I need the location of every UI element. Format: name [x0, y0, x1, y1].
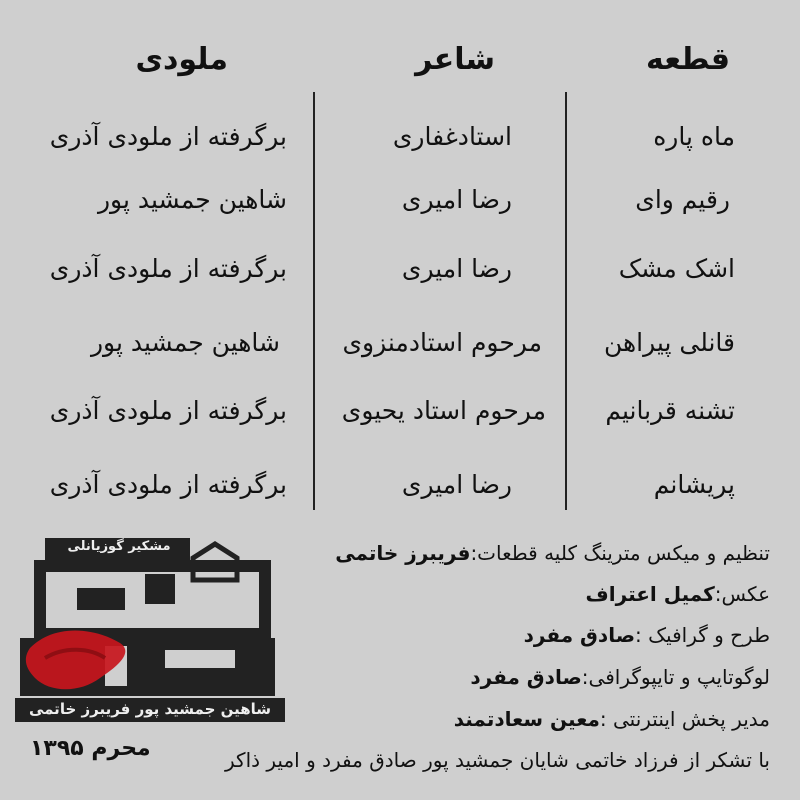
column-divider-left: [313, 92, 315, 510]
melody-cell: برگرفته از ملودی آذری: [49, 254, 287, 283]
credit-name: صادق مفرد: [523, 623, 636, 647]
credit-label: لوگوتایپ و تایپوگرافی:: [581, 665, 770, 689]
credit-name: معین سعادتمند: [453, 707, 600, 731]
credit-name: فریبرز خاتمی: [335, 541, 471, 565]
album-logo: [15, 528, 290, 728]
melody-cell: برگرفته از ملودی آذری: [49, 122, 287, 151]
piece-cell: پریشانم: [653, 470, 735, 499]
melody-cell: برگرفته از ملودی آذری: [49, 396, 287, 425]
piece-cell: تشنه قربانیم: [605, 396, 735, 425]
piece-cell: اشک مشک: [618, 254, 735, 283]
melody-cell: شاهین جمشید پور: [97, 185, 287, 214]
logo-subtitle: شاهین جمشید پور فریبرز خاتمی: [28, 700, 272, 718]
header-piece: قطعه: [646, 42, 730, 77]
piece-cell: ماه پاره: [653, 122, 735, 151]
credit-line-design: [524, 623, 770, 647]
logo-top-text: مشکیر گوزیانلی: [67, 539, 171, 554]
piece-cell: رقیم وای: [635, 185, 730, 214]
poet-cell: مرحوم استادمنزوی: [342, 328, 542, 357]
poet-cell: رضا امیری: [401, 185, 512, 214]
poet-cell: رضا امیری: [401, 470, 512, 499]
credit-line-thanks: [225, 748, 770, 772]
credit-line-mixing: [335, 541, 770, 565]
credit-label: مدیر پخش اینترنتی :: [599, 707, 770, 731]
piece-cell: قانلی پیراهن: [603, 328, 735, 357]
column-divider-right: [565, 92, 567, 510]
credit-name: کمیل اعتراف: [585, 582, 715, 606]
poet-cell: استادغفاری: [392, 122, 512, 151]
header-melody: ملودی: [135, 42, 228, 77]
logo-graphic: [15, 528, 290, 728]
melody-cell: برگرفته از ملودی آذری: [49, 470, 287, 499]
melody-cell: شاهین جمشید پور: [90, 328, 280, 357]
release-date: محرم ۱۳۹۵: [30, 736, 151, 761]
header-poet: شاعر: [415, 42, 495, 77]
credit-label: طرح و گرافیک :: [635, 623, 770, 647]
credit-line-distribution: [454, 707, 770, 731]
poet-cell: رضا امیری: [401, 254, 512, 283]
credit-label: با تشکر از فرزاد خاتمی شایان جمشید پور صادق مفرد و امیر ذاکر: [225, 748, 770, 772]
poet-cell: مرحوم استاد یحیوی: [341, 396, 546, 425]
credit-label: تنظیم و میکس مترینگ کلیه قطعات:: [470, 541, 770, 565]
credit-name: صادق مفرد: [470, 665, 582, 689]
credit-label: عکس:: [714, 582, 770, 606]
credit-line-logotype: [470, 665, 770, 689]
credit-line-photo: [586, 582, 770, 606]
